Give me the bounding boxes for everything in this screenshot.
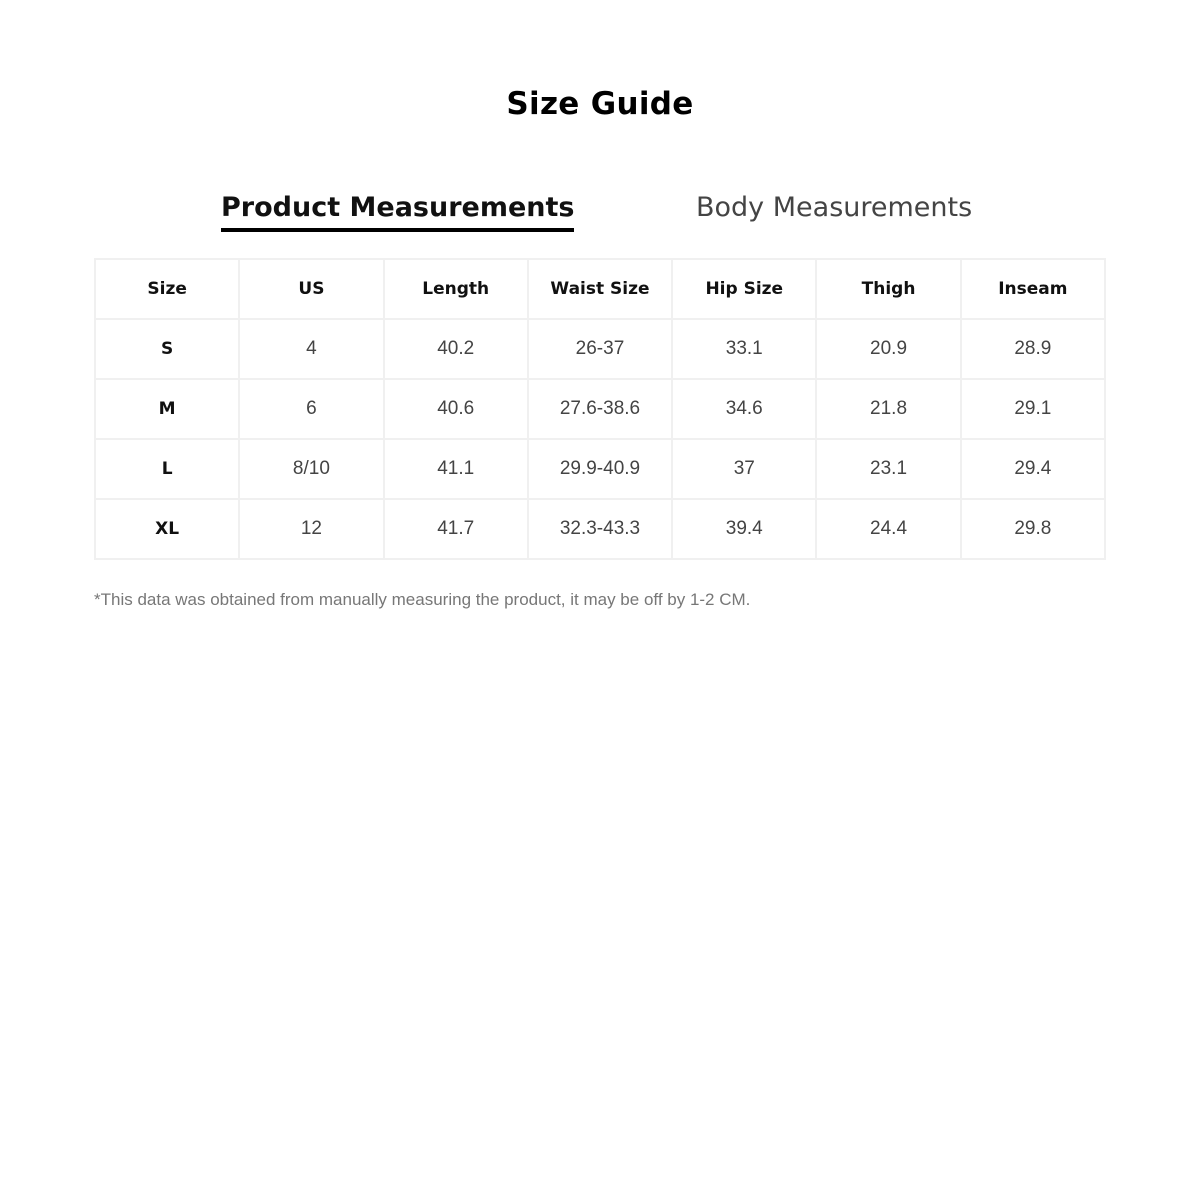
table-cell-thigh: 20.9 (816, 319, 960, 379)
table-header-row (95, 259, 1105, 319)
table-cell-hip-size: 39.4 (672, 499, 816, 559)
table-row (95, 379, 1105, 439)
tab-body-measurements-label: Body Measurements (696, 192, 973, 223)
table-cell-waist-size: 26-37 (528, 319, 672, 379)
table-cell-us: 6 (239, 379, 383, 439)
column-header-thigh: Thigh (816, 259, 960, 319)
tab-product-measurements[interactable] (221, 190, 574, 226)
table-cell-us: 12 (239, 499, 383, 559)
table-cell-size: M (95, 379, 239, 439)
table-cell-waist-size: 32.3-43.3 (528, 499, 672, 559)
measurement-disclaimer: *This data was obtained from manually measuring the product, it may be off by 1-2 CM. (94, 590, 751, 609)
table-cell-inseam: 29.1 (961, 379, 1105, 439)
column-header-waist-size: Waist Size (528, 259, 672, 319)
table-cell-thigh: 23.1 (816, 439, 960, 499)
table-row (95, 499, 1105, 559)
table-cell-inseam: 29.4 (961, 439, 1105, 499)
table-cell-hip-size: 34.6 (672, 379, 816, 439)
table-cell-waist-size: 27.6-38.6 (528, 379, 672, 439)
table-cell-length: 40.6 (384, 379, 528, 439)
table-cell-inseam: 29.8 (961, 499, 1105, 559)
column-header-hip-size: Hip Size (672, 259, 816, 319)
column-header-inseam: Inseam (961, 259, 1105, 319)
table-cell-size: XL (95, 499, 239, 559)
table-cell-hip-size: 37 (672, 439, 816, 499)
table-cell-us: 4 (239, 319, 383, 379)
table-cell-thigh: 21.8 (816, 379, 960, 439)
table-cell-hip-size: 33.1 (672, 319, 816, 379)
active-tab-underline (221, 228, 574, 232)
table-cell-length: 41.1 (384, 439, 528, 499)
table-cell-waist-size: 29.9-40.9 (528, 439, 672, 499)
table-cell-length: 40.2 (384, 319, 528, 379)
table-cell-inseam: 28.9 (961, 319, 1105, 379)
tab-product-measurements-label: Product Measurements (221, 192, 575, 223)
tab-body-measurements[interactable] (696, 190, 972, 226)
table-cell-size: L (95, 439, 239, 499)
column-header-length: Length (384, 259, 528, 319)
page-title: Size Guide (506, 86, 694, 122)
table-row (95, 439, 1105, 499)
table-cell-length: 41.7 (384, 499, 528, 559)
size-table (94, 258, 1106, 560)
table-cell-size: S (95, 319, 239, 379)
table-cell-us: 8/10 (239, 439, 383, 499)
size-table-container (94, 258, 1106, 560)
column-header-size: Size (95, 259, 239, 319)
column-header-us: US (239, 259, 383, 319)
table-cell-thigh: 24.4 (816, 499, 960, 559)
table-row (95, 319, 1105, 379)
